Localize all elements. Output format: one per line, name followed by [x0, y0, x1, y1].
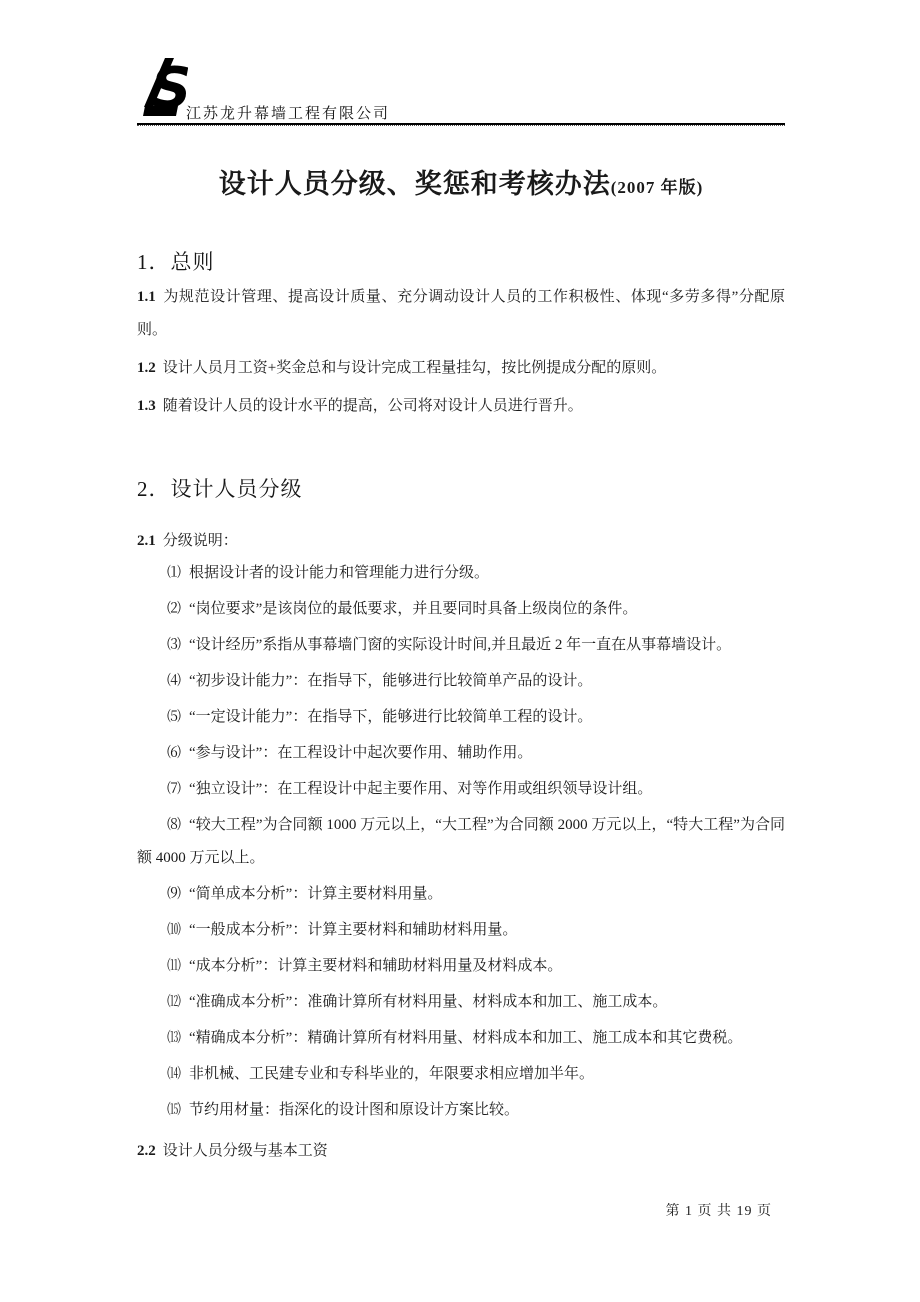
list-item-number: ⑼ [167, 886, 181, 902]
list-item [137, 878, 785, 911]
list-item [137, 737, 785, 770]
list-item-number: ⑻ [167, 817, 182, 833]
list-item-text: “精确成本分析”：精确计算所有材料用量、材料成本和加工、施工成本和其它费税。 [189, 1030, 743, 1046]
section2-heading: 2．设计人员分级 [137, 477, 303, 501]
paragraph-number: 1.1 [137, 289, 156, 305]
list-item-text: “准确成本分析”：准确计算所有材料用量、材料成本和加工、施工成本。 [189, 994, 668, 1010]
list-item-number: ⑺ [167, 781, 181, 797]
list-item [137, 593, 785, 626]
list-item-number: ⑴ [167, 565, 181, 581]
paragraph-1-1 [137, 281, 785, 347]
list-item-text: “初步设计能力”：在指导下，能够进行比较简单产品的设计。 [189, 673, 593, 689]
list-item-text: “一般成本分析”：计算主要材料和辅助材料用量。 [189, 922, 518, 938]
list-item-number: ⑵ [167, 601, 181, 617]
company-logo [138, 57, 188, 126]
list-item [137, 557, 785, 590]
list-item-text: “岗位要求”是该岗位的最低要求，并且要同时具备上级岗位的条件。 [189, 601, 638, 617]
list-item-number: ⑷ [167, 673, 181, 689]
list-item-number: ⒀ [167, 1030, 181, 1046]
page-footer [137, 1200, 772, 1220]
list-item-text: 根据设计者的设计能力和管理能力进行分级。 [189, 565, 490, 581]
page-title [137, 162, 785, 201]
list-item-text: “设计经历”系指从事幕墙门窗的实际设计时间,并且最近 2 年一直在从事幕墙设计。 [189, 637, 732, 653]
list-item [137, 986, 785, 1019]
page-title-edition: (2007 年版) [610, 178, 704, 197]
list-item-text: “独立设计”：在工程设计中起主要作用、对等作用或组织领导设计组。 [189, 781, 653, 797]
list-item [137, 773, 785, 806]
page-number: 第 1 页 共 19 页 [665, 1204, 772, 1219]
paragraph-number: 2.2 [137, 1143, 156, 1159]
paragraph-1-2 [137, 352, 785, 385]
header-divider [137, 123, 785, 126]
paragraph-text: 设计人员月工资+奖金总和与设计完成工程量挂勾，按比例提成分配的原则。 [162, 360, 667, 376]
list-item-text: 非机械、工民建专业和专科毕业的，年限要求相应增加半年。 [189, 1066, 595, 1082]
list-item-text: “简单成本分析”：计算主要材料用量。 [189, 886, 443, 902]
grading-notes-list [137, 557, 785, 1168]
list-item [137, 1022, 785, 1055]
list-item-number: ⑸ [167, 709, 181, 725]
list-item [137, 950, 785, 983]
paragraph-text: 为规范设计管理、提高设计质量、充分调动设计人员的工作积极性、体现“多劳多得”分配原则。 [137, 289, 785, 338]
list-item-number: ⒁ [167, 1066, 181, 1082]
list-item-number: ⑹ [167, 745, 181, 761]
paragraph-1-3 [137, 390, 785, 423]
company-name: 江苏龙升幕墙工程有限公司 [186, 106, 391, 122]
list-item-text: 节约用材量：指深化的设计图和原设计方案比较。 [189, 1102, 520, 1118]
list-item-text: “成本分析”：计算主要材料和辅助材料用量及材料成本。 [189, 958, 563, 974]
list-item [137, 665, 785, 698]
list-item-number: ⒂ [167, 1102, 181, 1118]
paragraph-number: 2.1 [137, 533, 156, 549]
list-item [137, 1094, 785, 1127]
page-title-main: 设计人员分级、奖惩和考核办法 [218, 169, 611, 199]
list-item [137, 1058, 785, 1091]
section1-body [137, 281, 785, 428]
list-item-text: “较大工程”为合同额 1000 万元以上，“大工程”为合同额 2000 万元以上，“特大工程”为合同额 4000 万元以上。 [137, 817, 786, 866]
paragraph-2-2 [137, 1135, 785, 1168]
paragraph-text: 设计人员分级与基本工资 [162, 1143, 328, 1159]
list-item-number: ⑽ [167, 922, 181, 938]
list-item [137, 629, 785, 662]
paragraph [137, 525, 785, 558]
ls-logo-icon [138, 57, 188, 121]
paragraph-text: 随着设计人员的设计水平的提高，公司将对设计人员进行晋升。 [162, 398, 583, 414]
list-item-number: ⑾ [167, 958, 181, 974]
list-item-text: “一定设计能力”：在指导下，能够进行比较简单工程的设计。 [189, 709, 593, 725]
list-item-text: “参与设计”：在工程设计中起次要作用、辅助作用。 [189, 745, 533, 761]
list-item [137, 701, 785, 734]
list-item-number: ⑶ [167, 637, 181, 653]
list-item [137, 914, 785, 947]
svg-text:S: S [151, 57, 188, 121]
paragraph-number: 1.2 [137, 360, 156, 376]
list-item-number: ⑿ [167, 994, 181, 1010]
paragraph-number: 1.3 [137, 398, 156, 414]
section1-heading: 1．总则 [137, 250, 215, 274]
list-item [137, 809, 785, 875]
paragraph-text: 分级说明： [162, 533, 238, 549]
